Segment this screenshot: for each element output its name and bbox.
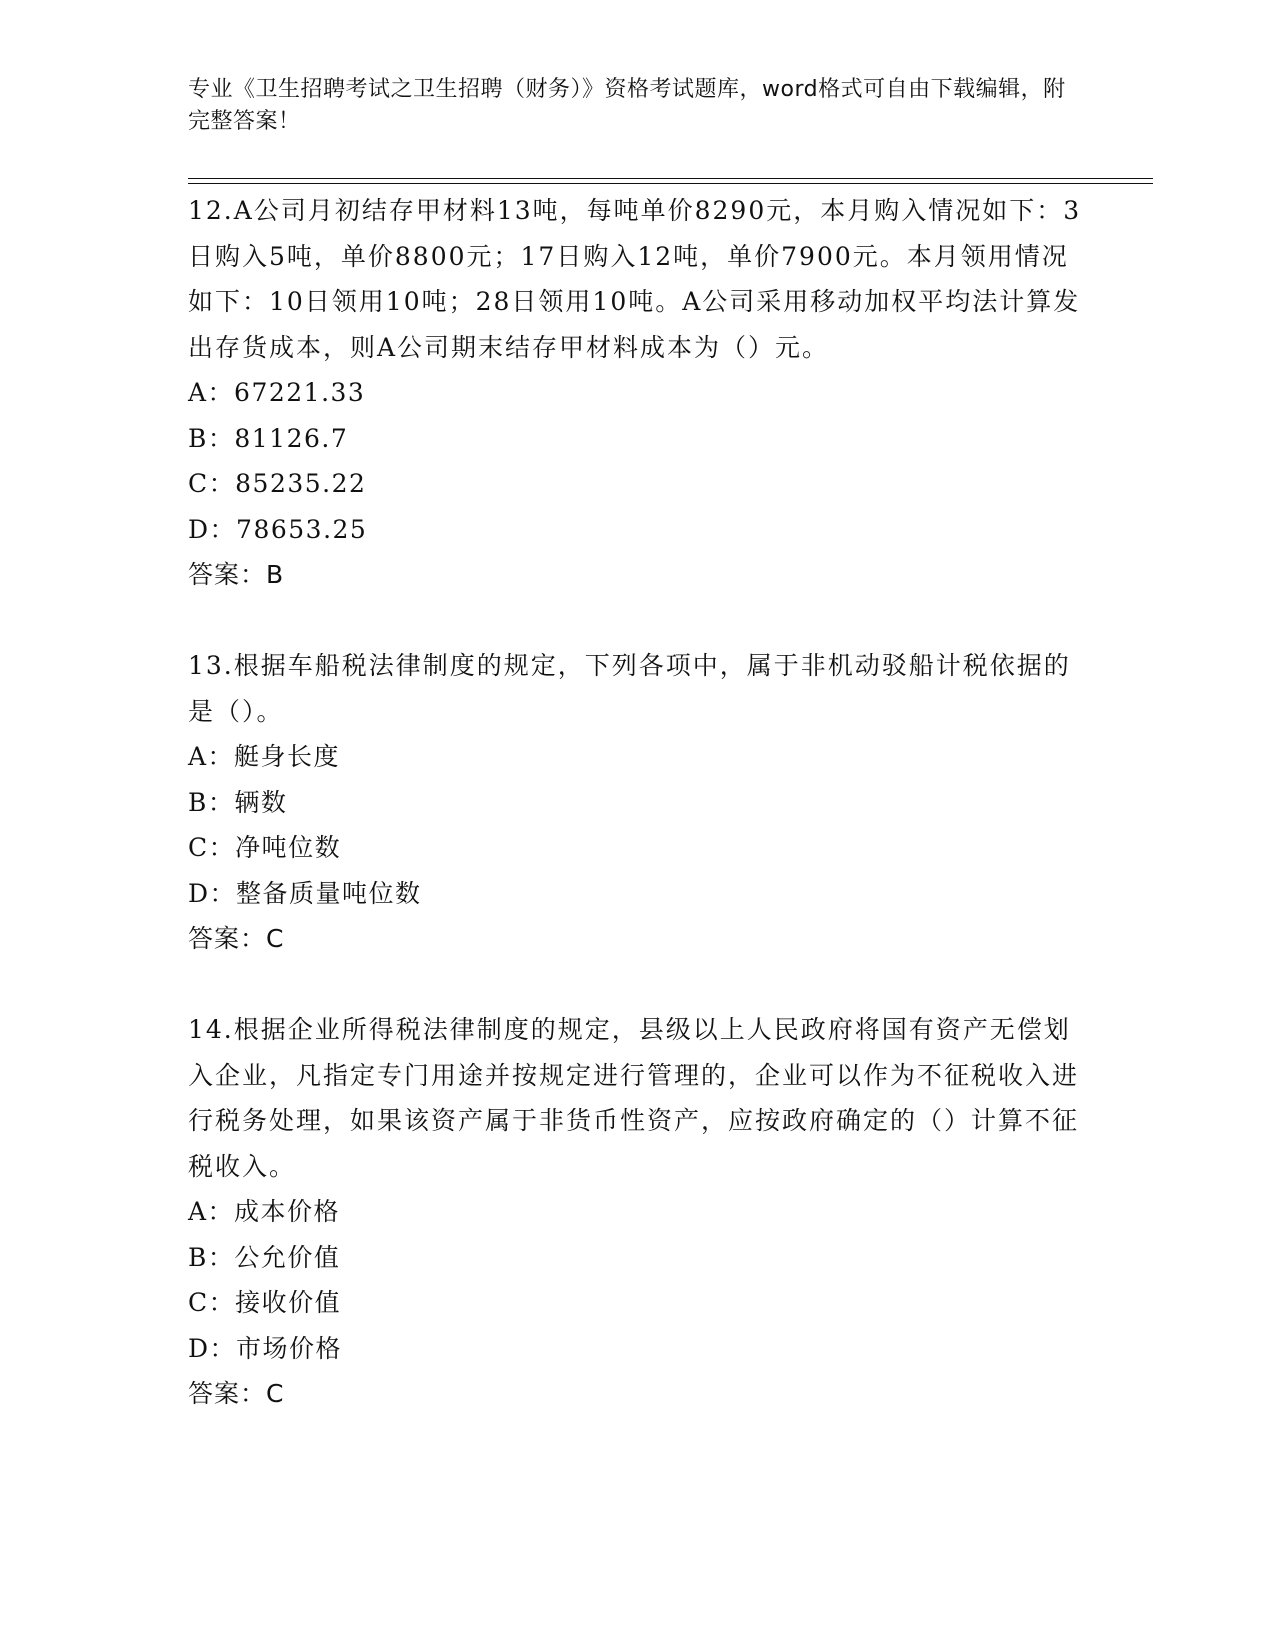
- spacer: [188, 962, 1088, 1008]
- option-d: D：78653.25: [188, 514, 368, 544]
- question-13: [188, 643, 1088, 962]
- option-b: B：81126.7: [188, 423, 349, 453]
- question-list: [188, 188, 1088, 1417]
- option-a: A：67221.33: [188, 378, 366, 407]
- document-header: 专业《卫生招聘考试之卫生招聘（财务）》资格考试题库，word格式可自由下载编辑，附完整答案！: [188, 77, 1066, 134]
- answer: 答案：B: [188, 560, 285, 589]
- option-a: A：艇身长度: [188, 742, 341, 771]
- option-d: D：整备质量吨位数: [188, 878, 422, 908]
- answer: 答案：C: [188, 1379, 285, 1408]
- question-stem: 12.A公司月初结存甲材料13吨，每吨单价8290元，本月购入情况如下：3日购入5吨，单价8800元；17日购入12吨，单价7900元。本月领用情况如下：10日领用10吨；28日领用10吨。A公司采用移动加权平均法计算发出存货成本，则A公司期末结存甲材料成本为（）元。: [188, 196, 1082, 362]
- option-c: C：85235.22: [188, 469, 367, 498]
- question-14: [188, 1007, 1088, 1417]
- option-b: B：公允价值: [188, 1242, 341, 1272]
- option-c: C：接收价值: [188, 1288, 342, 1317]
- option-b: B：辆数: [188, 787, 288, 817]
- option-c: C：净吨位数: [188, 833, 342, 862]
- answer: 答案：C: [188, 924, 285, 953]
- option-d: D：市场价格: [188, 1333, 343, 1363]
- question-stem: 14.根据企业所得税法律制度的规定，县级以上人民政府将国有资产无偿划入企业，凡指定专门用途并按规定进行管理的，企业可以作为不征税收入进行税务处理，如果该资产属于非货币性资产，应按政府确定的（）计算不征税收入。: [188, 1015, 1080, 1181]
- header-divider-bottom: [188, 183, 1153, 184]
- header-divider-top: [188, 178, 1153, 179]
- question-stem: 13.根据车船税法律制度的规定，下列各项中，属于非机动驳船计税依据的是（）。: [188, 651, 1071, 726]
- option-a: A：成本价格: [188, 1197, 341, 1226]
- spacer: [188, 598, 1088, 644]
- question-12: [188, 188, 1088, 598]
